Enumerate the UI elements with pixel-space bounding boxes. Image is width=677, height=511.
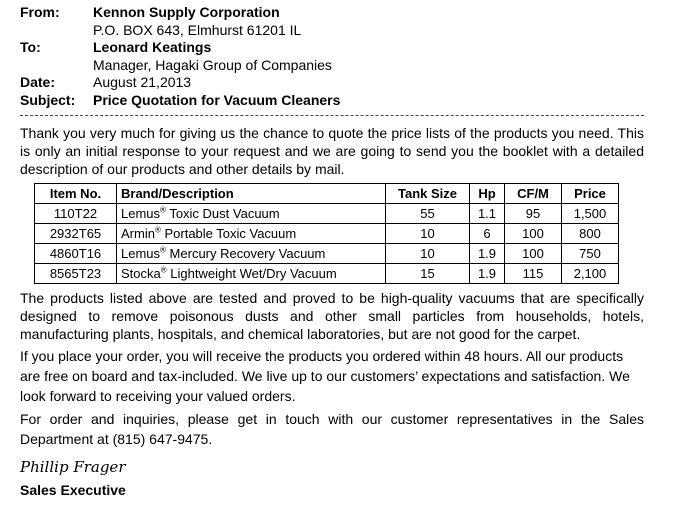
table-row bbox=[35, 244, 619, 264]
cell-price: 800 bbox=[562, 224, 619, 244]
from-address: P.O. BOX 643, Elmhurst 61201 IL bbox=[93, 21, 302, 38]
cell-cfm: 95 bbox=[505, 204, 562, 224]
product-name: Mercury Recovery Vacuum bbox=[165, 246, 326, 261]
letter-header bbox=[20, 4, 340, 110]
from-label: From: bbox=[20, 4, 60, 20]
cell-description bbox=[117, 244, 386, 264]
subject-label: Subject: bbox=[20, 91, 76, 108]
cell-item: 4860T16 bbox=[35, 244, 117, 264]
to-label: To: bbox=[20, 39, 41, 56]
cell-hp: 1.1 bbox=[470, 204, 505, 224]
brand-name: Lemus bbox=[121, 206, 161, 221]
from-company: Kennon Supply Corporation bbox=[93, 4, 280, 20]
cell-tank: 10 bbox=[386, 244, 470, 264]
cell-hp: 1.9 bbox=[470, 244, 505, 264]
subject-row bbox=[20, 92, 340, 110]
table-row bbox=[35, 204, 619, 224]
brand-name: Lemus bbox=[121, 246, 161, 261]
col-header-tank: Tank Size bbox=[386, 184, 470, 204]
cell-hp: 1.9 bbox=[470, 264, 505, 284]
to-name: Leonard Keatings bbox=[93, 39, 212, 56]
brand-name: Stocka bbox=[121, 266, 161, 281]
subject-value: Price Quotation for Vacuum Cleaners bbox=[93, 91, 341, 108]
product-name: Portable Toxic Vacuum bbox=[160, 226, 297, 241]
to-row bbox=[20, 39, 340, 57]
cell-cfm: 100 bbox=[505, 224, 562, 244]
col-header-cfm: CF/M bbox=[505, 184, 562, 204]
cell-tank: 10 bbox=[386, 224, 470, 244]
products-paragraph: The products listed above are tested and proved to be high-quality vacuums that are specifically designed to remove poisonous dusts and other small particles from households, hotels, manufacturing plants, hospitals, and chemical laboratories, but are not good for the carpet. bbox=[20, 290, 644, 342]
col-header-hp: Hp bbox=[470, 184, 505, 204]
registered-mark: ® bbox=[154, 225, 161, 235]
cell-hp: 6 bbox=[470, 224, 505, 244]
registered-mark: ® bbox=[160, 205, 166, 215]
table-header-row bbox=[35, 184, 619, 204]
cell-description bbox=[117, 224, 386, 244]
cell-item: 8565T23 bbox=[35, 264, 117, 284]
cell-description bbox=[117, 264, 386, 284]
cell-item: 2932T65 bbox=[35, 224, 117, 244]
col-header-brand: Brand/Description bbox=[117, 184, 386, 204]
signature: Phillip Frager bbox=[20, 458, 126, 476]
product-name: Toxic Dust Vacuum bbox=[165, 206, 280, 221]
cell-tank: 55 bbox=[386, 204, 470, 224]
cell-cfm: 115 bbox=[505, 264, 562, 284]
cell-price: 2,100 bbox=[562, 264, 619, 284]
date-value: August 21,2013 bbox=[93, 74, 192, 91]
order-paragraph: If you place your order, you will receive the products you ordered within 48 hours. All our products are free on board and tax-included. We live up to our customers’ expectations and satisfaction. We look forward to receiving your valued orders. bbox=[20, 348, 630, 404]
table-row bbox=[35, 224, 619, 244]
cell-price: 750 bbox=[562, 244, 619, 264]
date-row bbox=[20, 74, 340, 92]
from-address-row bbox=[20, 22, 340, 40]
registered-mark: ® bbox=[160, 265, 167, 275]
brand-name: Armin bbox=[121, 226, 155, 241]
cell-item: 110T22 bbox=[35, 204, 117, 224]
to-title: Manager, Hagaki Group of Companies bbox=[93, 56, 332, 73]
cell-cfm: 100 bbox=[505, 244, 562, 264]
table-row bbox=[35, 264, 619, 284]
header-divider bbox=[20, 115, 644, 116]
cell-tank: 15 bbox=[386, 264, 470, 284]
price-table bbox=[34, 183, 619, 284]
col-header-price: Price bbox=[562, 184, 619, 204]
from-row bbox=[20, 4, 340, 22]
product-name: Lightweight Wet/Dry Vacuum bbox=[166, 266, 337, 281]
registered-mark: ® bbox=[160, 245, 166, 255]
date-label: Date: bbox=[20, 74, 56, 91]
intro-paragraph: Thank you very much for giving us the chance to quote the price lists of the products you need. This is only an initial response to your request and we are going to send you the booklet with a detailed description of our products and other details by mail. bbox=[20, 125, 644, 177]
col-header-item: Item No. bbox=[35, 184, 117, 204]
cell-description bbox=[117, 204, 386, 224]
cell-price: 1,500 bbox=[562, 204, 619, 224]
signer-title: Sales Executive bbox=[20, 482, 126, 498]
to-title-row bbox=[20, 57, 340, 75]
contact-paragraph: For order and inquiries, please get in touch with our customer representatives in the Sales Department at (815) 647-9475. bbox=[20, 411, 644, 447]
